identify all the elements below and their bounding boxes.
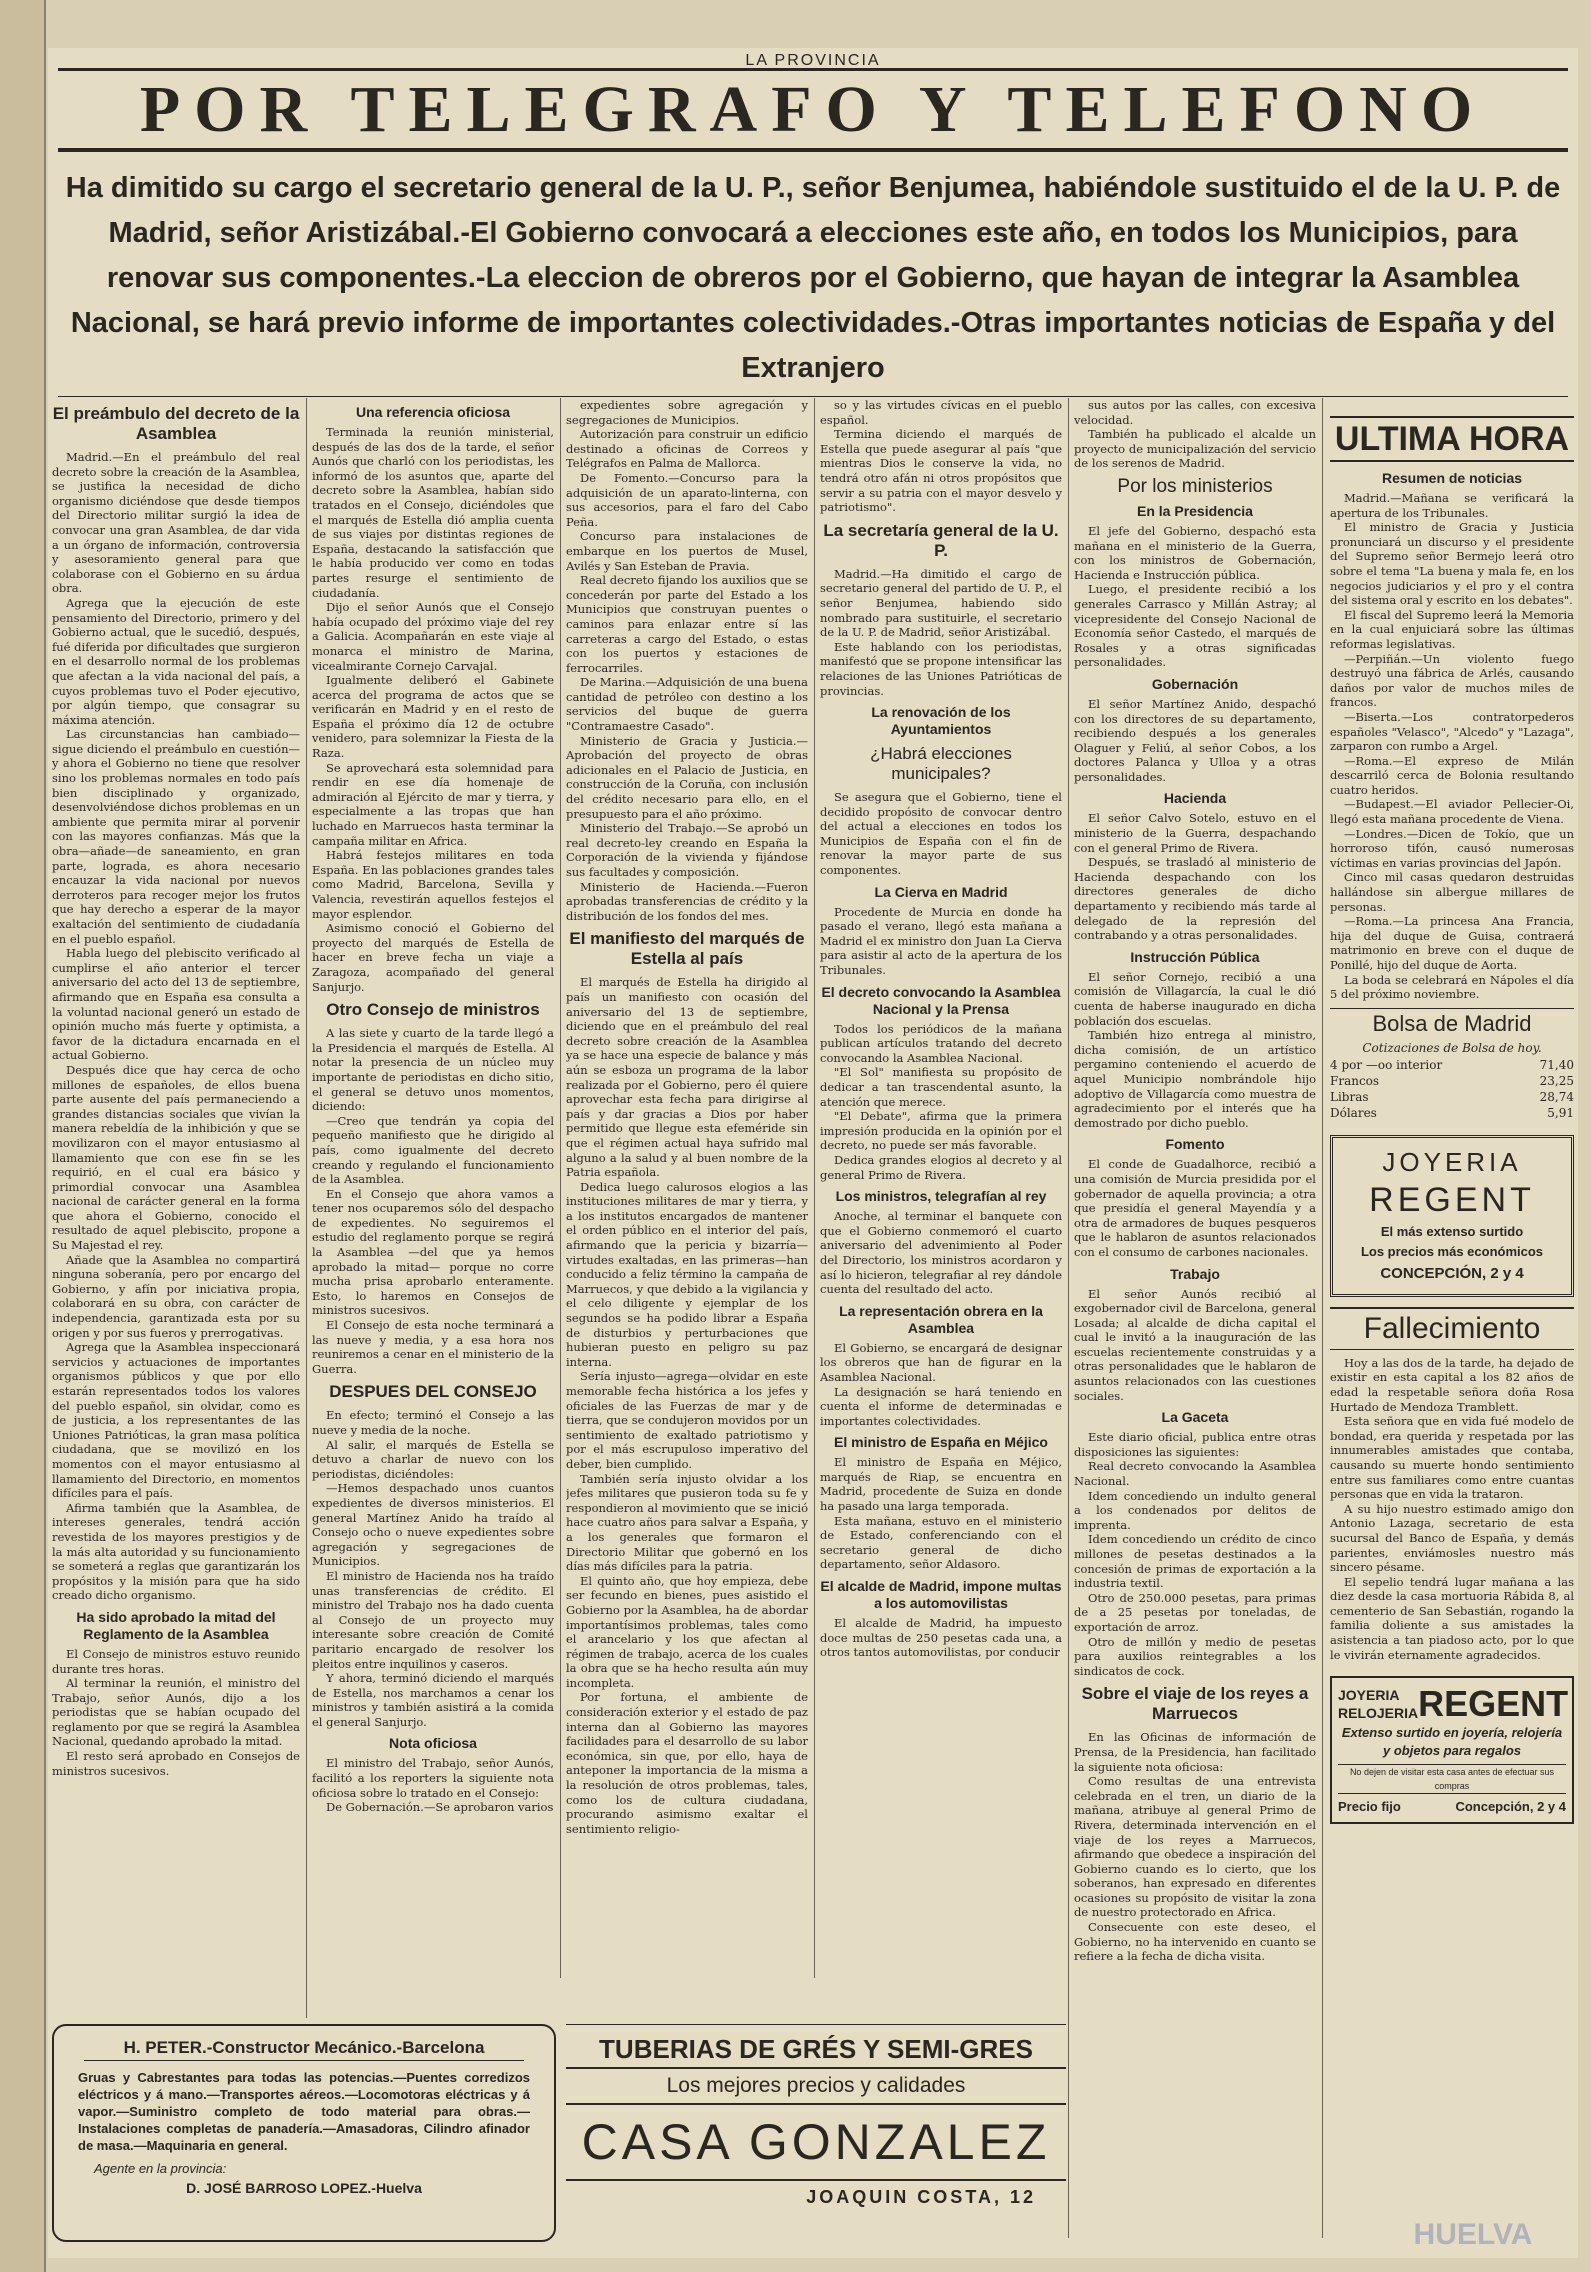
- paragraph: Dijo el señor Aunós que el Consejo había ocupado del próximo viaje del rey a Galicia. Acompañarán en este viaje al monarca el ministro de Marina, vicealmirante Cornejo Carvajal.: [312, 600, 554, 673]
- paragraph: Ministerio de Gracia y Justicia.—Aprobación del proyecto de obras adicionales en el Palacio de Justicia, en construcción de la Coruña, con inclusión del crédito necesario para ello, en el presupuesto para el año próximo.: [566, 733, 808, 821]
- paragraph: —Perpiñán.—Un violento fuego destruyó una fábrica de Arlés, causando daños por valor de muchos miles de francos.: [1330, 651, 1574, 710]
- watermark: HUELVA: [1413, 2218, 1533, 2251]
- paragraph: El marqués de Estella ha dirigido al país un manifiesto con ocasión del aniversario del 13 de septiembre, diciendo que en el preámbulo del real decreto sobre creación de la Asamblea ya se hace una especie de balance y más aún se esboza un programa de la labor realizada por el Gobierno, pero él quiere aprovechar esta fecha para dirigirse al país y dar gracias a Dios por haber permitido que llegue esta efeméride sin que el régimen actual haya sufrido mal alguno a la salud y al buen nombre de la Patria española.: [566, 975, 808, 1180]
- paragraph: Autorización para construir un edificio destinado a oficinas de Correos y Telégrafos en Palma de Mallorca.: [566, 427, 808, 471]
- paragraph: Idem concediendo un crédito de cinco millones de pesetas destinados a la concesión de primas de exportación a la industria textil.: [1074, 1532, 1316, 1591]
- ad-line: No dejen de visitar esta casa antes de efectuar sus compras: [1338, 1764, 1566, 1794]
- article-title-ministerios: Por los ministerios: [1117, 475, 1273, 497]
- paragraph: Otro de 250.000 pesetas, para primas de a 25 pesetas por toneladas, de exportación de arroz.: [1074, 1590, 1316, 1634]
- stock-row: [1330, 1073, 1574, 1089]
- paragraph: En el Consejo que ahora vamos a tener nos ocuparemos sólo del despacho de expedientes. No seguiremos el estudio del reglamento porque se regirá la Asamblea —del que ya hemos aprobado la mitad— porque no corre mucha prisa aprobarlo enteramente. Esto, lo haremos en Consejos de ministros sucesivos.: [312, 1186, 554, 1318]
- paragraph: Procedente de Murcia en donde ha pasado el verano, llegó esta mañana a Madrid el ex ministro don Juan La Cierva para asistir al acto de la apertura de los Tribunales.: [820, 904, 1062, 978]
- paragraph: Termina diciendo el marqués de Estella que puede asegurar al país "que mientras Dios le conserve la vida, no tendrá otro afán ni otros propósitos que servir a su patria con el mayor desvelo y patriotismo".: [820, 427, 1062, 515]
- paragraph: El alcalde de Madrid, ha impuesto doce multas de 250 pesetas cada una, a otros tantos automovilistas, por conducir: [820, 1616, 1062, 1660]
- resumen-title: Resumen de noticias: [1381, 470, 1523, 486]
- paragraph: Después, se trasladó al ministerio de Hacienda despachando con los directores generales de dicho departamento y recibiendo más tarde al delegado de la represión del contrabando y a otras personalidades.: [1074, 855, 1316, 943]
- stock-table: [1330, 1057, 1574, 1121]
- stock-value: 28,74: [1539, 1089, 1574, 1104]
- article-title-despues: DESPUES DEL CONSEJO: [329, 1382, 537, 1402]
- paragraph: El Gobierno, se encargará de designar los obreros que han de figurar en la Asamblea Nacional.: [820, 1340, 1062, 1384]
- article-title-mejico: El ministro de España en Méjico: [834, 1434, 1048, 1451]
- paragraph: Idem concediendo un indulto general a los condenados por delitos de imprenta.: [1074, 1488, 1316, 1532]
- title-rule: [58, 148, 1568, 152]
- page-title: POR TELEGRAFO Y TELEFONO: [139, 73, 1487, 146]
- paragraph: —Budapest.—El aviador Pellecier-Oi, llegó esta mañana procedente de Viena.: [1330, 797, 1574, 827]
- ad-line: Extenso surtido en joyería, relojería: [1341, 1725, 1563, 1741]
- ad-line: CASA GONZALEZ: [566, 2105, 1066, 2181]
- paragraph: Anoche, al terminar el banquete con que el Gobierno conmemoró el cuarto aniversario del advenimiento al Poder del Directorio, los ministros acordaron y así lo hicieron, telegrafiar al rey dándole cuenta del resultado del acto.: [820, 1209, 1062, 1297]
- section-gaceta: La Gaceta: [1161, 1409, 1229, 1426]
- column-2: [312, 398, 554, 1998]
- paragraph: —Roma.—El expreso de Milán descarriló cerca de Bolonia resultando cuatro heridos.: [1330, 753, 1574, 797]
- article-title-reglamento: Ha sido aprobado la mitad del Reglamento de la Asamblea: [76, 1608, 276, 1642]
- column-3: [566, 398, 808, 1978]
- paragraph: El señor Aunós recibió al exgobernador civil de Barcelona, general Losada; al alcalde de dicha capital el cual le invitó a la inauguración de las escuelas recientemente construidas y a otras personalidades que le hablaron de asuntos relacionados con las cuestiones sociales.: [1074, 1286, 1316, 1403]
- paragraph: Ministerio del Trabajo.—Se aprobó un real decreto-ley creando en España la Corporación de la vivienda y fijándose sus facultades y composición.: [566, 821, 808, 879]
- paragraph: Afirma también que la Asamblea, de intereses generales, tendrá acción revestida de los mayores prestigios y de la más alta autoridad y su funcionamiento se someterá a reglas que garantizarán los propósitos y la misión para que ha sido creado dicho organismo.: [52, 1500, 300, 1603]
- paragraph: —Creo que tendrán ya copia del pequeño manifiesto que he dirigido al país, como igualmente del decreto creando y regulando el funcionamiento de la Asamblea.: [312, 1113, 554, 1187]
- column-divider: [814, 398, 815, 1978]
- article-title-otro-consejo: Otro Consejo de ministros: [326, 1000, 540, 1020]
- paragraph: Por fortuna, el ambiente de consideración exterior y el estado de paz interna dan al Gobierno las mayores facilidades para el desarrollo de su labor económica, sin que, por ello, haya de anteponer la importancia de la misma a la resolución de otros problemas, tales, como los de cultura ciudadana, procurando asimismo exaltar el sentimiento religio-: [566, 1690, 808, 1836]
- paragraph: Igualmente deliberó el Gabinete acerca del programa de actos que se verificarán en Madrid y en el resto de España el próximo día 12 de octubre venidero, para solemnizar la Fiesta de la Raza.: [312, 673, 554, 761]
- section-gobernacion: Gobernación: [1151, 675, 1239, 692]
- paragraph: Agrega que la Asamblea inspeccionará servicios y actuaciones de importantes organismos públicos y que por ello estarán representados todos los valores del pueblo español, sin olvidar, como es de justicia, a los representantes de las Uniones Patrióticas, la gran masa política ciudadana, que se movilizó en los momentos con el mayor entusiasmo al llamamiento del Directorio, en momentos difíciles para el país.: [52, 1340, 300, 1501]
- paragraph: Como resultas de una entrevista celebrada en el tren, un diario de la mañana, atribuye al general Primo de Rivera, determinada intervención en el viaje de los reyes a Marruecos, afirmando que obedece a inspiración del Gobierno cuando es lo cierto, que los soberanos, han expresado en diferentes ocasiones su propósito de visitar la zona de nuestro protectorado en Africa.: [1074, 1774, 1316, 1920]
- paragraph: Otro de millón y medio de pesetas para auxilios reintegrables a los sindicatos de cock.: [1074, 1634, 1316, 1678]
- paragraph: Al terminar la reunión, el ministro del Trabajo, señor Aunós, dijo a los periodistas que se habían ocupado del reglamento por que se regirá la Asamblea Nacional, quedando aprobado la mitad.: [52, 1676, 300, 1749]
- paragraph: so y las virtudes cívicas en el pueblo español.: [820, 398, 1062, 427]
- paragraph: Se asegura que el Gobierno, tiene el decidido propósito de convocar dentro del actual a elecciones en todos los Municipios de España con el fin de renovar la mayor parte de sus componentes.: [820, 790, 1062, 878]
- ad-line: JOAQUIN COSTA, 12: [806, 2187, 1036, 2207]
- paragraph: Este diario oficial, publica entre otras disposiciones las siguientes:: [1074, 1430, 1316, 1459]
- stock-row: [1330, 1105, 1574, 1121]
- column-divider: [560, 398, 561, 1978]
- ad-line: y objetos para regalos: [1383, 1743, 1521, 1759]
- paragraph: Real decreto convocando la Asamblea Nacional.: [1074, 1459, 1316, 1489]
- paragraph: El ministro de Gracia y Justicia pronunciará un discurso y el presidente del Supremo señor Bermejo leerá otro sobre el tema "La buena y mala fe, en los negocios judiciarios y el pro y el contra del sistema oral y escrito en los debates".: [1330, 520, 1574, 608]
- paragraph: Todos los periódicos de la mañana publican artículos tratando del decreto convocando la Asamblea Nacional.: [820, 1021, 1062, 1065]
- paragraph: Dedica grandes elogios al decreto y al general Primo de Rivera.: [820, 1152, 1062, 1182]
- column-divider: [306, 398, 307, 2018]
- paragraph: El señor Martínez Anido, despachó con los directores de su departamento, recibiendo después a los generales Olaguer y Feliú, al señor Cobos, a los doctores Palanca y Ulloa y a otras personalidades.: [1074, 696, 1316, 784]
- paragraph: También hizo entrega al ministro, dicha comisión, de un artístico pergamino conteniendo el acuerdo de aquel Municipio nombrándole hijo adoptivo de Villagarcía como muestra de agradecimiento por el interés que ha demostrado por dicho pueblo.: [1074, 1028, 1316, 1130]
- paragraph: Después dice que hay cerca de ocho millones de españoles, de ellos buena parte ausente del país permaneciendo a grandes distancias sociales que vivían la manera rebeldía de la inhibición y que se movilizaron con el mayor entusiasmo al llamamiento que con ese fin se les requirió, en el cual era básico y primordial convocar una Asamblea nacional de carácter general en la forma que ahora el Gobierno, conocido el resultado de aquel plebiscito, propone a Su Majestad el rey.: [52, 1062, 300, 1253]
- stock-row: [1330, 1057, 1574, 1073]
- paragraph: El resto será aprobado en Consejos de ministros sucesivos.: [52, 1749, 300, 1778]
- main-headline: Ha dimitido su cargo el secretario general de la U. P., señor Benjumea, habiéndole sustituido el de la U. P. de Madrid, señor Aristizábal.-El Gobierno convocará a elecciones este año, en todos los Municipios, para renovar sus componentes.-La eleccion de obreros por el Gobierno, que hayan de integrar la Asamblea Nacional, se hará previo informe de importantes colectividades.-Otras importantes noticias de España y del Extranjero: [65, 172, 1561, 384]
- columns-rule: [58, 396, 1568, 397]
- article-title-nota: Nota oficiosa: [389, 1735, 477, 1752]
- ad-agent-name: D. JOSÉ BARROSO LOPEZ.-Huelva: [186, 2180, 422, 2196]
- paragraph: Habrá festejos militares en toda España. En las poblaciones grandes tales como Madrid, Barcelona, Sevilla y Valencia, revestirán aquellos festejos el mayor esplendor.: [312, 848, 554, 921]
- paragraph: El señor Cornejo, recibió a una comisión de Villagarcía, la cual le dió cuenta de haberse inaugurado en dicha población dos escuelas.: [1074, 969, 1316, 1028]
- paragraph: El conde de Guadalhorce, recibió a una comisión de Murcia presidida por el gobernador de aquella provincia; a otra que presidía el general Mayendía y a otra de armadores de buques pesqueros que le hablaron de asuntos relacionados con el consumo de carbones nacionales.: [1074, 1157, 1316, 1259]
- paragraph: La designación se hará teniendo en cuenta el informe de determinadas e importantes colectividades.: [820, 1384, 1062, 1428]
- column-1: [52, 398, 300, 2008]
- paragraph: Esta señora que en vida fué modelo de bondad, era querida y respetada por las innumerables amistades que contaba, causando su muerte hondo sentimiento entre sus familiares como entre cuantas personas que en vida la trataron.: [1330, 1414, 1574, 1502]
- paragraph: El señor Calvo Sotelo, estuvo en el ministerio de la Guerra, despachando con el general Primo de Rivera.: [1074, 811, 1316, 855]
- paragraph: En efecto; terminó el Consejo a las nueve y media de la noche.: [312, 1408, 554, 1437]
- paragraph: El ministro del Trabajo, señor Aunós, facilitó a los reporters la siguiente nota oficiosa sobre lo tratado en el Consejo:: [312, 1756, 554, 1800]
- paragraph: —Hemos despachado unos cuantos expedientes de diversos ministerios. El general Martínez Anido ha traído al Consejo ocho o nueve expedientes sobre agregación y segregaciones de Municipios.: [312, 1481, 554, 1569]
- paragraph: Hoy a las dos de la tarde, ha dejado de existir en esta capital a los 82 años de edad la respetable señora doña Rosa Hurtado de Mendoza Tramblett.: [1330, 1355, 1574, 1414]
- paragraph: También ha publicado el alcalde un proyecto de municipalización del servicio de los serenos de Madrid.: [1074, 427, 1316, 471]
- paragraph: Luego, el presidente recibió a los generales Carrasco y Millán Astray; al vicepresidente del Consejo Nacional de Economía señor Castedo, el marqués de Rosales y a otras significadas personalidades.: [1074, 582, 1316, 670]
- paragraph: Madrid.—Ha dimitido el cargo de secretario general del partido de U. P., el señor Benjumea, habiendo sido nombrado para sustituirle, el secretario de la U. P. de Madrid, señor Aristizábal.: [820, 566, 1062, 640]
- joyeria-relojeria-ad: [1330, 1676, 1574, 1824]
- paragraph: Las circunstancias han cambiado—sigue diciendo el preámbulo en cuestión—y ahora el Gobierno no tiene que resolver sino los problemas normales en todo país bien disciplinado y organizado, desenvolviéndose dichos problemas en un ambiente que permita mirar al porvenir con las mayores confianzas. Más que la obra—añade—de saneamiento, en gran parte, lograda, es ahora necesario encauzar la vida nacional por nuevos derroteros para recoger mejor los frutos que hay derecho a esperar de la mayor exaltación del sentimiento de ciudadanía en el pueblo español.: [52, 727, 300, 946]
- ad-line: Precio fijo: [1338, 1799, 1401, 1815]
- paragraph: El quinto año, que hoy empieza, debe ser fecundo en bienes, pues asistido el Gobierno por la Asamblea, ha de abordar importantísimos problemas, tales como el arancelario y los que afectan al régimen de trabajo, acerca de los cuales la obra que se ha hecho resulta aún muy incompleta.: [566, 1573, 808, 1690]
- column-divider: [1068, 398, 1069, 2238]
- article-title-elecciones: ¿Habrá elecciones municipales?: [870, 744, 1012, 784]
- paragraph: El Consejo de ministros estuvo reunido durante tres horas.: [52, 1646, 300, 1676]
- paragraph: El Consejo de esta noche terminará a las nueve y media, y a esa hora nos reuniremos a cenar en el ministerio de la Guerra.: [312, 1318, 554, 1376]
- paragraph: Agrega que la ejecución de este pensamiento del Directorio, primero y del Gobierno actual, que le sucedió, después, fué diferida por dificultades que surgieron en el desarrollo normal de los problemas que afectan a la vida nacional del país, a cuyos problemas tuvo el Poder ejecutivo, por algún tiempo, que consagrar su máxima atención.: [52, 595, 300, 727]
- paragraph: "El Sol" manifiesta su propósito de dedicar a tan trascendental asunto, la atención que merece.: [820, 1065, 1062, 1109]
- paragraph: Esta mañana, estuvo en el ministerio de Estado, conferenciando con el secretario general de dicho departamento, señor Aldasoro.: [820, 1513, 1062, 1572]
- column-5: [1074, 398, 1316, 2218]
- article-title-manifiesto: El manifiesto del marqués de Estella al país: [569, 929, 805, 969]
- ad-line: CONCEPCIÓN, 2 y 4: [1380, 1264, 1524, 1282]
- adjacent-page-edge: [0, 0, 46, 2272]
- ad-line: RELOJERIA: [1338, 1705, 1419, 1722]
- paragraph: El ministro de Hacienda nos ha traído unas transferencias de crédito. El ministro del Trabajo nos ha dado cuenta al Consejo de un proyecto muy interesante sobre creación de Comité paritario encargado de resolver los pleitos entre inquilinos y caseros.: [312, 1568, 554, 1671]
- paragraph: sus autos por las calles, con excesiva velocidad.: [1074, 398, 1316, 427]
- column-6: [1330, 416, 1574, 2246]
- stock-value: 23,25: [1539, 1073, 1574, 1088]
- stock-name: Francos: [1330, 1073, 1380, 1088]
- paragraph: —Roma.—La princesa Ana Francia, hija del duque de Guisa, contraerá matrimonio en breve con el duque de Ponillé, hijo del duque de Aorta.: [1330, 914, 1574, 972]
- article-title-cierva: La Cierva en Madrid: [874, 883, 1008, 900]
- ad-line: Los precios más económicos: [1360, 1243, 1544, 1259]
- ad-line: Concepción, 2 y 4: [1455, 1799, 1566, 1815]
- paragraph: expedientes sobre agregación y segregaciones de Municipios.: [566, 398, 808, 427]
- bolsa-subtitle: Cotizaciones de Bolsa de hoy.: [1362, 1040, 1542, 1055]
- ad-line: REGENT: [1369, 1180, 1535, 1219]
- stock-value: 71,40: [1539, 1057, 1574, 1072]
- ad-agent: Agente en la provincia:: [94, 2161, 227, 2176]
- article-title-decreto-prensa: El decreto convocando la Asamblea Nacional y la Prensa: [821, 983, 1061, 1017]
- paragraph: Cinco mil casas quedaron destruidas hallándose sin albergue millares de personas.: [1330, 870, 1574, 914]
- paragraph: Sería injusto—agrega—olvidar en este memorable fecha histórica a los jefes y oficiales de las Fuerzas de mar y de tierra, que se condujeron movidos por un sentimiento de exaltado patriotismo y por el más escrupuloso imperativo del deber, bien cumplido.: [566, 1369, 808, 1471]
- section-hacienda: Hacienda: [1163, 790, 1227, 807]
- ad-line: JOYERIA: [1382, 1146, 1522, 1177]
- ultima-hora-title: ULTIMA HORA: [1330, 416, 1574, 462]
- ad-line: TUBERIAS DE GRÉS Y SEMI-GRES: [566, 2031, 1066, 2069]
- column-divider: [1322, 398, 1323, 2238]
- stock-name: 4 por —oo interior: [1330, 1057, 1443, 1072]
- paragraph: Dedica luego calurosos elogios a las instituciones militares de mar y tierra, y a los institutos encargados de mantener el orden público en el interior del país, afirmando que la pericia y bizarría—virtudes exaltadas, en las primeras—han conducido a feliz término la campaña de Marruecos, y que debido a la vigilancia y el celo diligente y ejemplar de los segundos se ha podido librar a España de disturbios y perturbaciones que hubieran puesto en peligro su paz interna.: [566, 1179, 808, 1369]
- article-title-ministros-rey: Los ministros, telegrafían al rey: [835, 1188, 1047, 1205]
- paragraph: A las siete y cuarto de la tarde llegó a la Presidencia el marqués de Estella. Al notar la presencia de un núcleo muy importante de periodistas en dicho sitio, el general se detuvo unos momentos, diciendo:: [312, 1026, 554, 1114]
- ad-line: REGENT: [1418, 1683, 1569, 1725]
- column-4: [820, 398, 1062, 1978]
- paragraph: A su hijo nuestro estimado amigo don Antonio Lazaga, secretario de esta sucursal del Banco de España, y demás parientes, enviámosles nuestro más sincero pésame.: [1330, 1501, 1574, 1575]
- paragraph: Al salir, el marqués de Estella se detuvo a charlar de nuevo con los periodistas, diciéndoles:: [312, 1437, 554, 1481]
- paragraph: Habla luego del plebiscito verificado al cumplirse el año anterior el tercer aniversario del acto del 13 de septiembre, afirmando que en España esa consulta a la voluntad nacional generó un estado de opinión mucho más fuerte y optimista, a favor de la dictadura encarnada en el actual Gobierno.: [52, 946, 300, 1063]
- joyeria-regent-ad: [1330, 1135, 1574, 1297]
- paragraph: Ministerio de Hacienda.—Fueron aprobadas transferencias de crédito y la distribución de los fondos del mes.: [566, 879, 808, 923]
- section-fomento: Fomento: [1165, 1136, 1225, 1153]
- paragraph: Madrid.—Mañana se verificará la apertura de los Tribunales.: [1330, 491, 1574, 520]
- paragraph: Asimismo conoció el Gobierno del proyecto del marqués de Estella de hacer en breve fecha un viaje a Zaragoza, acompañado del general Sanjurjo.: [312, 921, 554, 994]
- paragraph: Terminada la reunión ministerial, después de las dos de la tarde, el señor Aunós que charló con los periodistas, les informó de los asuntos que, aparte del decreto sobre la Asamblea, habían sido tratados en el Consejo, diciéndoles que el marqués de Estella dió amplia cuenta de sus viajes por distintas regiones de España, destacando la satisfacción que le había producido ver como en todas partes resurge el sentimiento de ciudadanía.: [312, 425, 554, 600]
- paragraph: Añade que la Asamblea no compartirá ninguna soberanía, pero por encargo del Gobierno, y afín por iniciativa propia, colaborará en su obra, con carácter de independencia, garantizada esta por su origen y por sus fueros y prerrogativas.: [52, 1252, 300, 1340]
- paragraph: Madrid.—En el preámbulo del real decreto sobre la creación de la Asamblea, se justifica la necesidad de dicho organismo diciéndose que desde tiempos del Directorio militar surgió la idea de convocar una gran Asamblea, de dar vida a un órgano de información, controversia y asesoramiento general para que colaborase con el Gobierno en su árdua obra.: [52, 450, 300, 596]
- paragraph: Y ahora, terminó diciendo el marqués de Estella, nos marchamos a cenar los ministros y también asistirá a la comida el general Sanjurjo.: [312, 1671, 554, 1729]
- paper-name: LA PROVINCIA: [745, 52, 881, 69]
- article-title-preambulo: El preámbulo del decreto de la Asamblea: [52, 404, 300, 443]
- paragraph: El sepelio tendrá lugar mañana a las diez desde la casa mortuoria Rábida 8, al cementerio de San Sebastián, rogando la familia doliente a sus amistades la asistencia a tan piadoso acto, por lo que le vivirán eternamente agradecidos.: [1330, 1574, 1574, 1662]
- paragraph: Consecuente con este deseo, el Gobierno, no ha intervenido en cuanto se refiere a la fecha de dicha visita.: [1074, 1920, 1316, 1964]
- paragraph: De Gobernación.—Se aprobaron varios: [326, 1800, 554, 1815]
- paragraph: El ministro de España en Méjico, marqués de Riap, se encuentra en Madrid, procedente de Suiza en donde ha pasado una larga temporada.: [820, 1455, 1062, 1514]
- paragraph: De Marina.—Adquisición de una buena cantidad de petróleo con destino a los servicios del buque de guerra "Contramaestre Casado".: [566, 675, 808, 734]
- paragraph: El jefe del Gobierno, despachó esta mañana en el ministerio de la Guerra, con los ministros de Gobernación, Hacienda e Instrucción pública.: [1074, 523, 1316, 582]
- stock-name: Libras: [1330, 1089, 1369, 1104]
- gonzalez-ad: [566, 2024, 1066, 2239]
- paragraph: Concurso para instalaciones de embarque en los puertos de Musel, Avilés y San Esteban de Pravia.: [566, 529, 808, 573]
- fallecimiento-title: Fallecimiento: [1330, 1307, 1574, 1350]
- section-presidencia: En la Presidencia: [1137, 502, 1253, 519]
- bolsa-title: Bolsa de Madrid: [1330, 1008, 1574, 1039]
- paragraph: En las Oficinas de información de Prensa, de la Presidencia, han facilitado la siguiente nota oficiosa:: [1074, 1730, 1316, 1774]
- peter-ad: [52, 2024, 556, 2242]
- newspaper-page: [48, 48, 1578, 2258]
- paragraph: —Londres.—Dicen de Tokío, que un horroroso tifón, causó numerosas víctimas en varias provincias del Japón.: [1330, 826, 1574, 870]
- article-title-alcalde: El alcalde de Madrid, impone multas a los automovilistas: [820, 1578, 1062, 1612]
- article-title-representacion: La representación obrera en la Asamblea: [839, 1302, 1043, 1336]
- paragraph: La boda se celebrará en Nápoles el día 5 del próximo noviembre.: [1330, 972, 1574, 1002]
- stock-row: [1330, 1089, 1574, 1105]
- paragraph: Se aprovechará esta solemnidad para rendir en ese día homenaje de admiración al Ejército de mar y tierra, y especialmente a las tropas que han luchado en Marruecos hasta terminar la campaña militar en Africa.: [312, 760, 554, 848]
- paragraph: Real decreto fijando los auxilios que se concederán por parte del Estado a los Municipios que construyan puentes o caminos para enlazar entre sí las carreteras a cargo del Estado, o estas con los puertos y estaciones de ferrocarriles.: [566, 573, 808, 675]
- paragraph: El fiscal del Supremo leerá la Memoria en la cual enjuiciará sobre las últimas reformas legislativas.: [1330, 607, 1574, 651]
- article-title-secretaria: La secretaría general de la U. P.: [823, 520, 1059, 560]
- article-title-referencia: Una referencia oficiosa: [355, 404, 511, 420]
- article-title-renovacion: La renovación de los Ayuntamientos: [871, 704, 1011, 738]
- paragraph: —Biserta.—Los contratorpederos españoles "Velasco", "Alcedo" y "Lazaga", zarparon con rumbo a Argel.: [1330, 709, 1574, 754]
- ad-title: H. PETER.-Constructor Mecánico.-Barcelona: [84, 2036, 524, 2061]
- ad-body: Gruas y Cabrestantes para todas las potencias.—Puentes corredizos eléctricos y á mano.—Transportes aéreos.—Locomotoras eléctricas y á vapor.—Suministro completo de todo material para obras.—Instalaciones completas de panadería.—Amasadoras, Cilindro afinador de masa.—Maquinaria en general.: [78, 2070, 530, 2153]
- section-trabajo: Trabajo: [1170, 1265, 1220, 1282]
- ad-line: JOYERIA: [1338, 1687, 1400, 1704]
- section-instruccion: Instrucción Pública: [1130, 948, 1260, 965]
- stock-value: 5,91: [1547, 1105, 1574, 1120]
- article-title-viaje-reyes: Sobre el viaje de los reyes a Marruecos: [1081, 1684, 1309, 1724]
- paragraph: Este hablando con los periodistas, manifestó que se propone intensificar las relaciones de las Uniones Patrióticas de provincias.: [820, 639, 1062, 698]
- paragraph: De Fomento.—Concurso para la adquisición de un aparato-linterna, con sus accesorios, para el faro del Cabo Peña.: [566, 470, 808, 529]
- paragraph: "El Debate", afirma que la primera impresión producida en la opinión por el decreto, no puede ser más favorable.: [820, 1109, 1062, 1153]
- stock-name: Dólares: [1330, 1105, 1377, 1120]
- ad-line: El más extenso surtido: [1380, 1223, 1524, 1239]
- paragraph: También sería injusto olvidar a los jefes militares que pusieron toda su fe y respondieron al movimiento que se inició hace cuatro años para salvar a España, y a los generales que formaron el Directorio Militar que gobernó en los días más difíciles para la patria.: [566, 1471, 808, 1574]
- ad-line: Los mejores precios y calidades: [566, 2069, 1066, 2105]
